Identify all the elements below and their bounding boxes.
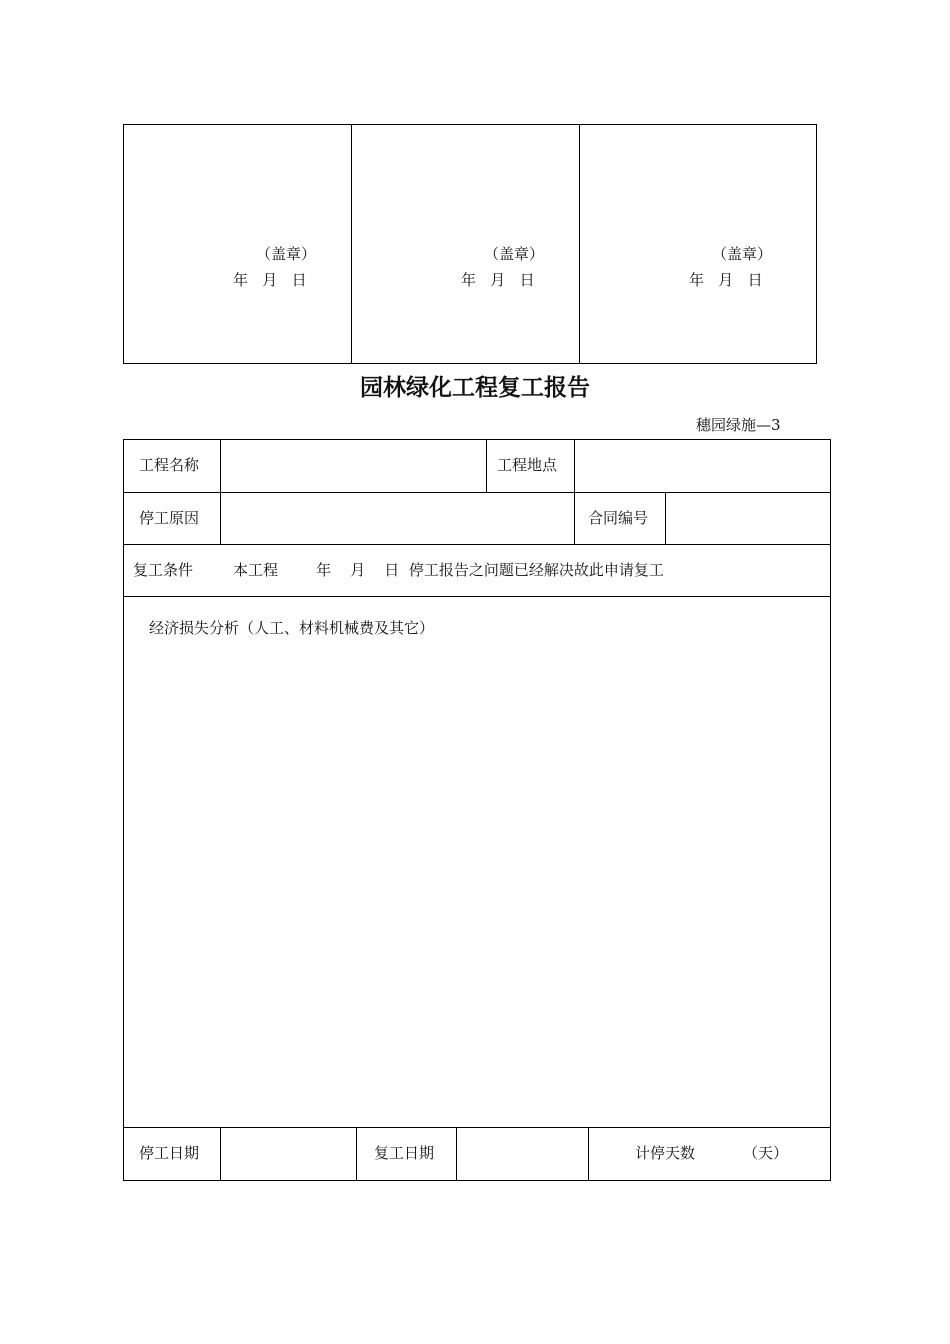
loss-analysis-label: 经济损失分析（人工、材料机械费及其它） bbox=[149, 619, 435, 637]
contract-no-label: 合同编号 bbox=[588, 509, 649, 527]
project-name-label: 工程名称 bbox=[139, 456, 200, 474]
seal-label-1: （盖章） bbox=[256, 245, 317, 263]
signature-table bbox=[123, 124, 817, 364]
col-divider bbox=[486, 439, 487, 492]
col-divider bbox=[588, 1127, 589, 1181]
days-unit: （天） bbox=[743, 1144, 789, 1162]
seal-label-2: （盖章） bbox=[484, 245, 545, 263]
contract-no-field[interactable] bbox=[666, 493, 830, 544]
stop-date-field[interactable] bbox=[221, 1128, 356, 1180]
stop-date-label: 停工日期 bbox=[139, 1144, 200, 1162]
stop-reason-field[interactable] bbox=[221, 493, 574, 544]
project-name-field[interactable] bbox=[221, 440, 486, 492]
date-label-2: 年 月 日 bbox=[461, 271, 535, 289]
loss-analysis-field[interactable] bbox=[124, 645, 830, 1126]
col-divider bbox=[574, 492, 575, 544]
page-title: 园林绿化工程复工报告 bbox=[360, 375, 590, 401]
signature-divider bbox=[579, 124, 580, 364]
resume-condition-label: 复工条件 bbox=[133, 561, 194, 579]
stop-days-label: 计停天数 bbox=[635, 1144, 696, 1162]
row-divider bbox=[123, 544, 831, 545]
seal-label-3: （盖章） bbox=[712, 245, 773, 263]
stop-reason-label: 停工原因 bbox=[139, 509, 200, 527]
project-location-field[interactable] bbox=[575, 440, 830, 492]
resume-condition-text: 本工程 年 月 日 停工报告之问题已经解决故此申请复工 bbox=[233, 561, 664, 579]
date-label-3: 年 月 日 bbox=[689, 271, 763, 289]
signature-divider bbox=[351, 124, 352, 364]
col-divider bbox=[356, 1127, 357, 1181]
row-divider bbox=[123, 596, 831, 597]
resume-date-field[interactable] bbox=[457, 1128, 588, 1180]
project-location-label: 工程地点 bbox=[497, 456, 558, 474]
form-code: 穗园绿施—3 bbox=[696, 416, 781, 434]
resume-date-label: 复工日期 bbox=[374, 1144, 435, 1162]
date-label-1: 年 月 日 bbox=[233, 271, 307, 289]
